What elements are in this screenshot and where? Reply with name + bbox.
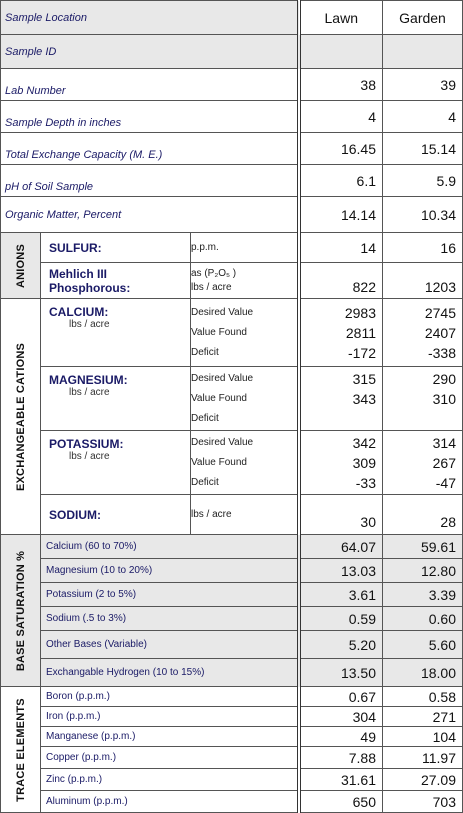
potassium-lawn-desired: 342	[352, 434, 376, 451]
bs-calcium-garden: 59.61	[383, 535, 463, 559]
magnesium-lawn-values	[299, 367, 383, 431]
tec-garden: 15.14	[383, 133, 463, 165]
bs-magnesium-label: Magnesium (10 to 20%)	[41, 559, 299, 583]
phosphorous-lawn: 822	[299, 263, 383, 299]
bs-hydrogen-label: Exchangable Hydrogen (10 to 15%)	[41, 659, 299, 687]
row-total-exchange-capacity	[1, 133, 463, 165]
bs-sodium-lawn: 0.59	[299, 607, 383, 631]
potassium-label: POTASSIUM:	[49, 437, 124, 451]
row-organic-matter	[1, 197, 463, 233]
row-sodium	[1, 495, 463, 535]
te-zinc-lawn: 31.61	[299, 769, 383, 791]
tec-lawn: 16.45	[299, 133, 383, 165]
lab-number-lawn: 38	[299, 69, 383, 101]
sample-id-label: Sample ID	[1, 35, 299, 69]
base-saturation-label-text: BASE SATURATION %	[14, 550, 27, 671]
row-bs-magnesium	[1, 559, 463, 583]
ph-lawn: 6.1	[299, 165, 383, 197]
potassium-lawn-deficit: -33	[355, 474, 376, 491]
calcium-lawn-found: 2811	[345, 324, 376, 341]
te-zinc-label: Zinc (p.p.m.)	[41, 769, 299, 791]
bs-other-bases-label: Other Bases (Variable)	[41, 631, 299, 659]
organic-matter-lawn: 14.14	[299, 197, 383, 233]
row-phosphorous	[1, 263, 463, 299]
lawn-column-header: Lawn	[299, 1, 383, 35]
te-boron-lawn: 0.67	[299, 687, 383, 707]
te-iron-label: Iron (p.p.m.)	[41, 707, 299, 727]
potassium-desired-label: Desired Value	[191, 436, 254, 448]
cations-label-text: EXCHANGEABLE CATIONS	[14, 342, 27, 491]
magnesium-garden-found: 310	[432, 390, 456, 407]
calcium-label: CALCIUM:	[49, 305, 109, 319]
phosphorous-label-line1: Mehlich III	[49, 266, 108, 281]
ph-garden: 5.9	[383, 165, 463, 197]
row-te-boron	[1, 687, 463, 707]
potassium-sub-labels	[191, 431, 299, 495]
row-te-copper	[1, 747, 463, 769]
row-sulfur	[1, 233, 463, 263]
te-boron-label: Boron (p.p.m.)	[41, 687, 299, 707]
calcium-lawn-deficit: -172	[347, 344, 376, 361]
te-aluminum-label: Aluminum (p.p.m.)	[41, 791, 299, 813]
row-bs-potassium	[1, 583, 463, 607]
sample-id-garden	[383, 35, 463, 69]
bs-hydrogen-lawn: 13.50	[299, 659, 383, 687]
magnesium-sub-labels	[191, 367, 299, 431]
te-iron-garden: 271	[383, 707, 463, 727]
sodium-unit: lbs / acre	[191, 495, 299, 535]
sulfur-unit: p.p.m.	[191, 233, 299, 263]
te-zinc-garden: 27.09	[383, 769, 463, 791]
calcium-sub-labels	[191, 299, 299, 367]
potassium-unit: lbs / acre	[69, 451, 110, 462]
sodium-garden: 28	[383, 495, 463, 535]
row-lab-number	[1, 69, 463, 101]
bs-potassium-garden: 3.39	[383, 583, 463, 607]
magnesium-garden-desired: 290	[432, 370, 456, 387]
lab-number-label: Lab Number	[1, 69, 299, 101]
row-bs-calcium	[1, 535, 463, 559]
sulfur-label: SULFUR:	[41, 233, 191, 263]
calcium-garden-values	[383, 299, 463, 367]
te-aluminum-garden: 703	[383, 791, 463, 813]
row-sample-location	[1, 1, 463, 35]
row-potassium	[1, 431, 463, 495]
magnesium-lawn-desired: 315	[352, 370, 376, 387]
phosphorous-label-line2: Phosphorous:	[49, 280, 131, 295]
magnesium-deficit-label: Deficit	[191, 412, 219, 424]
cations-section-label	[1, 299, 41, 535]
phosphorous-unit	[191, 263, 299, 299]
potassium-lawn-values	[299, 431, 383, 495]
te-manganese-lawn: 49	[299, 727, 383, 747]
bs-magnesium-lawn: 13.03	[299, 559, 383, 583]
potassium-found-label: Value Found	[191, 456, 247, 468]
magnesium-garden-deficit	[383, 409, 456, 429]
row-te-manganese	[1, 727, 463, 747]
calcium-lawn-desired: 2983	[344, 304, 376, 321]
bs-potassium-lawn: 3.61	[299, 583, 383, 607]
calcium-deficit-label: Deficit	[191, 346, 219, 358]
bs-potassium-label: Potassium (2 to 5%)	[41, 583, 299, 607]
magnesium-unit: lbs / acre	[69, 387, 110, 398]
bs-other-bases-garden: 5.60	[383, 631, 463, 659]
trace-elements-label-text: TRACE ELEMENTS	[14, 697, 27, 802]
base-saturation-section-label	[1, 535, 41, 687]
sodium-lawn: 30	[299, 495, 383, 535]
anions-section-label	[1, 233, 41, 299]
calcium-name-cell	[41, 299, 191, 367]
anions-label-text: ANIONS	[14, 243, 27, 288]
sample-depth-lawn: 4	[299, 101, 383, 133]
calcium-desired-label: Desired Value	[191, 306, 254, 318]
row-magnesium	[1, 367, 463, 431]
bs-other-bases-lawn: 5.20	[299, 631, 383, 659]
row-calcium	[1, 299, 463, 367]
te-manganese-label: Manganese (p.p.m.)	[41, 727, 299, 747]
bs-hydrogen-garden: 18.00	[383, 659, 463, 687]
bs-calcium-label: Calcium (60 to 70%)	[41, 535, 299, 559]
sulfur-lawn: 14	[299, 233, 383, 263]
calcium-lawn-values	[299, 299, 383, 367]
phosphorous-unit-line1: as (P₂O₅ )	[191, 267, 237, 279]
calcium-garden-desired: 2745	[424, 304, 456, 321]
row-sample-depth	[1, 101, 463, 133]
te-aluminum-lawn: 650	[299, 791, 383, 813]
bs-calcium-lawn: 64.07	[299, 535, 383, 559]
magnesium-lawn-deficit	[301, 409, 377, 429]
potassium-lawn-found: 309	[352, 454, 376, 471]
potassium-name-cell	[41, 431, 191, 495]
row-sample-id	[1, 35, 463, 69]
te-copper-label: Copper (p.p.m.)	[41, 747, 299, 769]
phosphorous-unit-line2: lbs / acre	[191, 281, 232, 293]
bs-magnesium-garden: 12.80	[383, 559, 463, 583]
sample-depth-garden: 4	[383, 101, 463, 133]
calcium-garden-found: 2407	[424, 324, 456, 341]
potassium-deficit-label: Deficit	[191, 476, 219, 488]
potassium-garden-deficit: -47	[435, 474, 456, 491]
magnesium-garden-values	[383, 367, 463, 431]
magnesium-desired-label: Desired Value	[191, 372, 254, 384]
bs-sodium-garden: 0.60	[383, 607, 463, 631]
phosphorous-garden: 1203	[383, 263, 463, 299]
row-te-iron	[1, 707, 463, 727]
organic-matter-garden: 10.34	[383, 197, 463, 233]
row-bs-hydrogen	[1, 659, 463, 687]
bs-sodium-label: Sodium (.5 to 3%)	[41, 607, 299, 631]
potassium-garden-desired: 314	[432, 434, 456, 451]
trace-elements-section-label	[1, 687, 41, 813]
sulfur-garden: 16	[383, 233, 463, 263]
magnesium-name-cell	[41, 367, 191, 431]
te-copper-garden: 11.97	[383, 747, 463, 769]
phosphorous-label	[41, 263, 191, 299]
magnesium-lawn-found: 343	[352, 390, 376, 407]
row-bs-other-bases	[1, 631, 463, 659]
sample-id-lawn	[299, 35, 383, 69]
calcium-garden-deficit: -338	[427, 344, 456, 361]
row-bs-sodium	[1, 607, 463, 631]
magnesium-found-label: Value Found	[191, 392, 247, 404]
row-te-aluminum	[1, 791, 463, 813]
row-te-zinc	[1, 769, 463, 791]
te-copper-lawn: 7.88	[299, 747, 383, 769]
organic-matter-label: Organic Matter, Percent	[1, 197, 299, 233]
garden-column-header: Garden	[383, 1, 463, 35]
lab-number-garden: 39	[383, 69, 463, 101]
ph-label: pH of Soil Sample	[1, 165, 299, 197]
tec-label: Total Exchange Capacity (M. E.)	[1, 133, 299, 165]
potassium-garden-found: 267	[432, 454, 456, 471]
sodium-label: SODIUM:	[41, 495, 191, 535]
row-ph	[1, 165, 463, 197]
te-manganese-garden: 104	[383, 727, 463, 747]
te-boron-garden: 0.58	[383, 687, 463, 707]
potassium-garden-values	[383, 431, 463, 495]
sample-depth-label: Sample Depth in inches	[1, 101, 299, 133]
te-iron-lawn: 304	[299, 707, 383, 727]
calcium-unit: lbs / acre	[69, 319, 110, 330]
calcium-found-label: Value Found	[191, 326, 247, 338]
sample-location-label: Sample Location	[1, 1, 299, 35]
magnesium-label: MAGNESIUM:	[49, 373, 128, 387]
